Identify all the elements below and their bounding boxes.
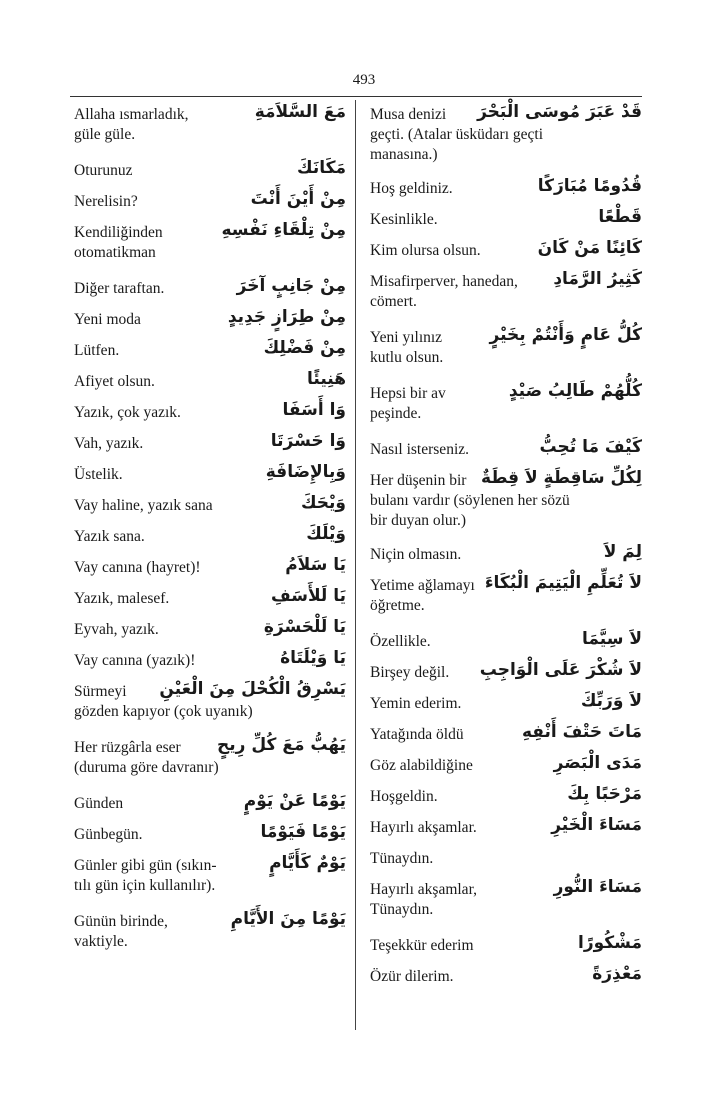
translation-line: güle güle. [74, 126, 136, 143]
translation-line: vaktiyle. [74, 933, 128, 950]
translation-line: Kesinlikle. [370, 211, 438, 228]
dictionary-entry [74, 189, 346, 223]
arabic-phrase: مِنْ أَيْنَ أَنْتَ [250, 189, 346, 209]
dictionary-entry [370, 325, 642, 384]
dictionary-entry [74, 276, 346, 310]
arabic-phrase: وَا أَسَفَا [282, 400, 346, 420]
arabic-phrase: يَوْمًا فَيَوْمًا [260, 822, 346, 842]
left-column [74, 102, 346, 968]
dictionary-entry [370, 660, 642, 694]
dictionary-entry [74, 909, 346, 968]
translation-line: Özür dilerim. [370, 968, 454, 985]
arabic-phrase: يَا وَيْلَتَاهُ [280, 648, 346, 668]
translation-line: Tünaydın. [370, 850, 434, 867]
arabic-phrase: مِنْ طِرَازٍ جَدِيدٍ [227, 307, 346, 327]
translation-line: Günün birinde, [74, 913, 168, 930]
arabic-phrase: مِنْ تِلْقَاءِ نَفْسِهِ [221, 220, 346, 240]
dictionary-entry [370, 815, 642, 849]
translation-line: Vay canına (yazık)! [74, 652, 196, 669]
translation-line: Nasıl isterseniz. [370, 441, 470, 458]
translation-line: Kendiliğinden [74, 224, 163, 241]
translation-line: Hayırlı akşamlar. [370, 819, 477, 836]
dictionary-entry [370, 573, 642, 632]
arabic-phrase: يَا لَلأَسَفِ [271, 586, 346, 606]
dictionary-entry [74, 369, 346, 403]
translation-line: bulanı vardır (söylenen her sözü [370, 492, 570, 509]
translation-line: Yatağında öldü [370, 726, 464, 743]
arabic-phrase: لاَ وَرَبِّكَ [580, 691, 642, 711]
translation-line: Oturunuz [74, 162, 133, 179]
dictionary-entry [74, 648, 346, 682]
translation-line: Özellikle. [370, 633, 431, 650]
arabic-phrase: وَيْحَكَ [300, 493, 346, 513]
arabic-phrase: مَعْذِرَةً [592, 964, 642, 984]
arabic-phrase: كُلُّهُمْ طَالِبُ صَيْدٍ [508, 381, 642, 401]
arabic-phrase: مَسَاءَ الْخَيْرِ [551, 815, 642, 835]
dictionary-entry [370, 877, 642, 936]
translation-line: Vay haline, yazık sana [74, 497, 213, 514]
dictionary-entry [74, 220, 346, 279]
translation-line: Her düşenin bir [370, 472, 467, 489]
arabic-phrase: هَنِيئًا [307, 369, 346, 389]
translation-line: Musa denizi [370, 106, 447, 123]
translation-line: kutlu olsun. [370, 349, 444, 366]
arabic-phrase: مَعَ السَّلاَمَةِ [254, 102, 346, 122]
arabic-phrase: مَسَاءَ النُّورِ [553, 877, 642, 897]
dictionary-entry [370, 102, 642, 179]
dictionary-entry [370, 238, 642, 272]
dictionary-entry [74, 735, 346, 794]
dictionary-entry [74, 555, 346, 589]
translation-line: Yemin ederim. [370, 695, 462, 712]
translation-line: Allaha ısmarladık, [74, 106, 189, 123]
dictionary-entry [370, 269, 642, 328]
translation-line: Kim olursa olsun. [370, 242, 481, 259]
arabic-phrase: مَدَى الْبَصَرِ [553, 753, 642, 773]
arabic-phrase: يَسْرِقُ الْكُحْلَ مِنَ الْعَيْنِ [159, 679, 346, 699]
dictionary-entry [370, 629, 642, 663]
dictionary-entry [370, 468, 642, 545]
arabic-phrase: كَائِنًا مَنْ كَانَ [537, 238, 642, 258]
arabic-phrase: يَوْمًا عَنْ يَوْمٍ [243, 791, 346, 811]
dictionary-entry [370, 381, 642, 440]
translation-line: Göz alabildiğine [370, 757, 473, 774]
dictionary-entry [74, 524, 346, 558]
dictionary-entry [74, 617, 346, 651]
arabic-phrase: قُدُومًا مُبَارَكًا [537, 176, 642, 196]
arabic-phrase: يَوْمٌ كَأَيَّامٍ [269, 853, 346, 873]
translation-line: Üstelik. [74, 466, 123, 483]
arabic-phrase: قَطْعًا [598, 207, 642, 227]
translation-line: Lütfen. [74, 342, 120, 359]
translation-line: Nerelisin? [74, 193, 138, 210]
arabic-phrase: يَوْمًا مِنَ الأَيَّامِ [230, 909, 346, 929]
dictionary-entry [74, 102, 346, 161]
translation-line: Yeni yılınız [370, 329, 443, 346]
turkish-translation [74, 372, 346, 392]
arabic-phrase: يَا لَلْحَسْرَةِ [263, 617, 346, 637]
turkish-translation [370, 545, 642, 565]
translation-line: Yazık sana. [74, 528, 145, 545]
arabic-phrase: لاَ شُكْرَ عَلَى الْوَاجِبِ [479, 660, 642, 680]
dictionary-entry [74, 431, 346, 465]
dictionary-entry [370, 542, 642, 576]
arabic-phrase: وَا حَسْرَتَا [270, 431, 346, 451]
translation-line: Yazık, çok yazık. [74, 404, 181, 421]
arabic-phrase: مِنْ فَضْلِكَ [263, 338, 346, 358]
dictionary-entry [370, 207, 642, 241]
translation-line: Yazık, malesef. [74, 590, 170, 607]
dictionary-entry [74, 679, 346, 738]
translation-line: Hayırlı akşamlar, [370, 881, 477, 898]
translation-line: Günler gibi gün (sıkın- [74, 857, 217, 874]
translation-line: Diğer taraftan. [74, 280, 165, 297]
translation-line: tılı gün için kullanılır). [74, 877, 216, 894]
translation-line: Sürmeyi [74, 683, 127, 700]
column-divider [355, 100, 356, 1030]
dictionary-entry [370, 691, 642, 725]
arabic-phrase: لِكُلِّ سَاقِطَةٍ لاَ قِطَةٌ [481, 468, 642, 488]
dictionary-entry [74, 400, 346, 434]
arabic-phrase: مَشْكُورًا [578, 933, 642, 953]
arabic-phrase: مَرْحَبًا بِكَ [567, 784, 642, 804]
translation-line: otomatikman [74, 244, 156, 261]
arabic-phrase: وَيْلَكَ [306, 524, 346, 544]
translation-line: cömert. [370, 293, 417, 310]
translation-line: Hepsi bir av [370, 385, 446, 402]
translation-line: Her rüzgârla eser [74, 739, 181, 756]
right-column [370, 102, 642, 998]
translation-line: Misafirperver, hanedan, [370, 273, 518, 290]
translation-line: Yetime ağlamayı [370, 577, 475, 594]
dictionary-entry [370, 964, 642, 998]
dictionary-entry [74, 586, 346, 620]
dictionary-entry [74, 158, 346, 192]
arabic-phrase: كُلُّ عَامٍ وَأَنْتُمْ بِخَيْرٍ [489, 325, 642, 345]
dictionary-entry [74, 462, 346, 496]
dictionary-entry [74, 338, 346, 372]
dictionary-entry [74, 853, 346, 912]
translation-line: geçti. (Atalar üsküdarı geçti [370, 126, 544, 143]
arabic-phrase: مَكَانَكَ [296, 158, 346, 178]
arabic-phrase: لاَ سِيَّمَا [581, 629, 642, 649]
translation-line: Yeni moda [74, 311, 141, 328]
arabic-phrase: يَهُبُّ مَعَ كُلِّ رِيحٍ [217, 735, 346, 755]
translation-line: öğretme. [370, 597, 425, 614]
dictionary-entry [370, 722, 642, 756]
translation-line: Afiyet olsun. [74, 373, 155, 390]
dictionary-entry [370, 753, 642, 787]
translation-line: Tünaydın. [370, 901, 434, 918]
arabic-phrase: كَيْفَ مَا تُحِبُّ [539, 437, 642, 457]
dictionary-entry [370, 849, 642, 880]
header-rule [70, 96, 642, 97]
dictionary-entry [370, 437, 642, 471]
dictionary-entry [370, 784, 642, 818]
arabic-phrase: يَا سَلاَمُ [285, 555, 346, 575]
arabic-phrase: مِنْ جَانِبٍ آخَرَ [236, 276, 346, 296]
dictionary-entry [74, 822, 346, 856]
dictionary-entry [370, 933, 642, 967]
translation-line: Vah, yazık. [74, 435, 144, 452]
turkish-translation [74, 527, 346, 547]
translation-line: Vay canına (hayret)! [74, 559, 201, 576]
arabic-phrase: لِمَ لاَ [603, 542, 642, 562]
translation-line: Eyvah, yazık. [74, 621, 159, 638]
arabic-phrase: وَبِالإِضَافَةِ [265, 462, 346, 482]
translation-line: Günbegün. [74, 826, 143, 843]
arabic-phrase: مَاتَ حَتْفَ أَنْفِهِ [521, 722, 642, 742]
turkish-translation [370, 849, 642, 869]
translation-line: gözden kapıyor (çok uyanık) [74, 703, 253, 720]
translation-line: Hoş geldiniz. [370, 180, 453, 197]
dictionary-entry [74, 307, 346, 341]
arabic-phrase: قَدْ عَبَرَ مُوسَى الْبَحْرَ [477, 102, 642, 122]
dictionary-entry [74, 791, 346, 825]
translation-line: Niçin olmasın. [370, 546, 462, 563]
translation-line: bir duyan olur.) [370, 512, 466, 529]
translation-line: peşinde. [370, 405, 422, 422]
translation-line: manasına.) [370, 146, 438, 163]
translation-line: Teşekkür ederim [370, 937, 474, 954]
dictionary-entry [370, 176, 642, 210]
page-number: 493 [352, 72, 376, 88]
translation-line: (duruma göre davranır) [74, 759, 219, 776]
translation-line: Birşey değil. [370, 664, 450, 681]
arabic-phrase: لاَ تُعَلِّمِ الْيَتِيمَ الْبُكَاءَ [484, 573, 642, 593]
arabic-phrase: كَثِيرُ الرَّمَادِ [553, 269, 642, 289]
dictionary-entry [74, 493, 346, 527]
translation-line: Hoşgeldin. [370, 788, 438, 805]
translation-line: Günden [74, 795, 124, 812]
